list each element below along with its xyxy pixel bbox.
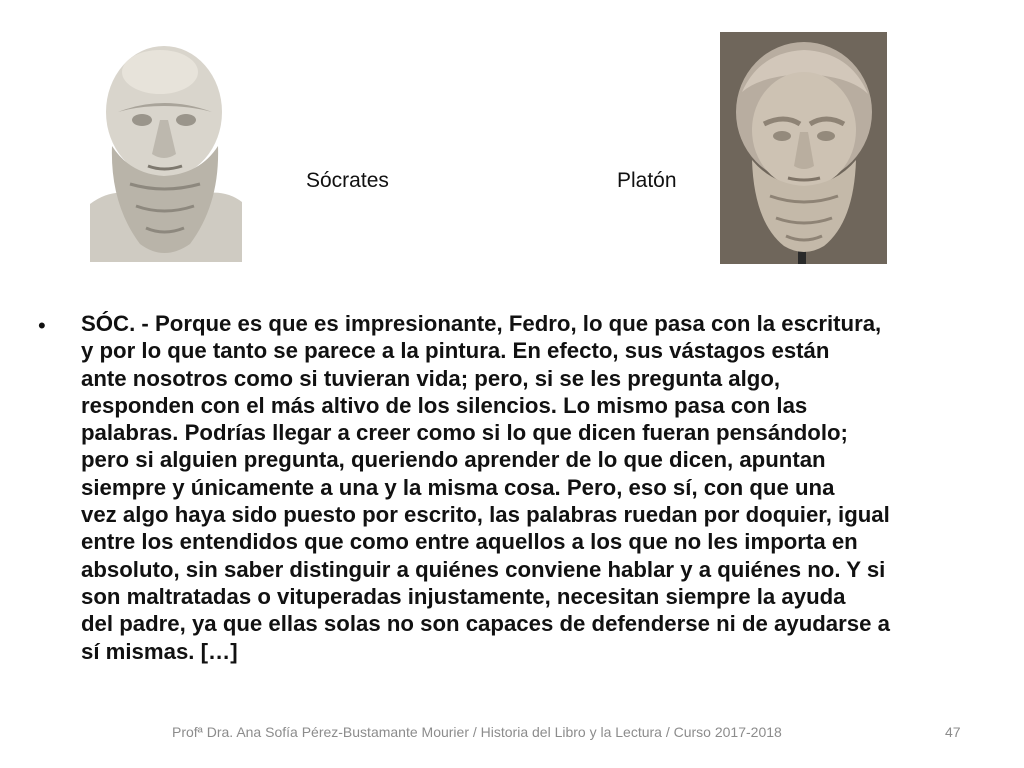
quote-line: vez algo haya sido puesto por escrito, las palabras ruedan por doquier, igual [81,502,890,528]
quote-line: y por lo que tanto se parece a la pintura. En efecto, sus vástagos están [81,338,830,364]
quote-line: son maltratadas o vituperadas injustamente, necesitan siempre la ayuda [81,583,846,609]
platon-caption: Platón [617,169,677,192]
quote-line: ante nosotros como si tuvieran vida; pero, si se les pregunta algo, [81,365,781,391]
socrates-bust-drawing [90,34,242,262]
slide-number: 47 [945,724,961,740]
socrates-caption: Sócrates [306,169,389,192]
quote-line: SÓC. - Porque es que es impresionante, Fedro, lo que pasa con la escritura, [81,311,882,336]
platon-portrait-image [720,32,887,264]
quote-line: palabras. Podrías llegar a creer como si lo que dicen fueran pensándolo; [81,420,848,446]
quote-line: responden con el más altivo de los silencios. Lo mismo pasa con las [81,392,808,418]
quote-line: sí mismas. […] [81,638,238,664]
quote-line: entre los entendidos que como entre aquellos a los que no les importa en [81,529,858,555]
quote-line: absoluto, sin saber distinguir a quiénes conviene hablar y a quiénes no. Y si [81,556,886,582]
quote-line: del padre, ya que ellas solas no son capaces de defenderse ni de ayudarse a [81,611,890,637]
footer-credit: Profª Dra. Ana Sofía Pérez-Bustamante Mourier / Historia del Libro y la Lectura / Curso 2017-2018 [172,724,782,740]
quote-line: siempre y únicamente a una y la misma cosa. Pero, eso sí, con que una [81,474,835,500]
platon-bust-drawing [720,32,887,264]
quote-line: pero si alguien pregunta, queriendo aprender de lo que dicen, apuntan [81,447,826,473]
bullet-marker: • [38,313,46,338]
socrates-portrait-image [90,34,242,262]
phaedrus-quote [81,310,986,665]
